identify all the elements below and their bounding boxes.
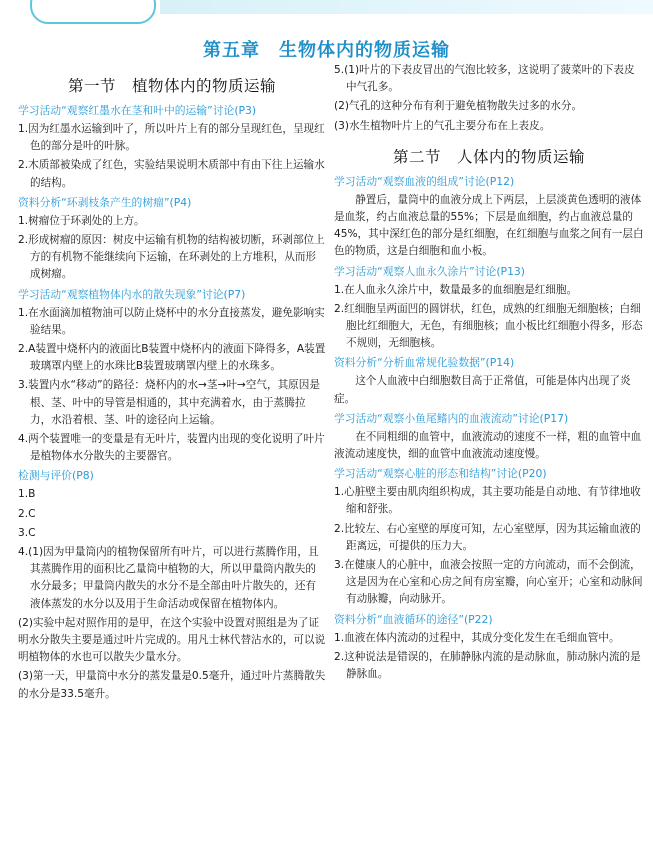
answer-item: 1.在水面滴加植物油可以防止烧杯中的水分直接蒸发，避免影响实验结果。 [18, 306, 325, 336]
activity-header: 学习活动“观察植物体内水的散失现象”讨论(P7) [18, 287, 246, 301]
section-title-1: 第一节 植物体内的物质运输 [67, 77, 276, 95]
answer-item: 4.两个装置唯一的变量是有无叶片，装置内出现的变化说明了叶片是植物体水分散失的主要器官。 [18, 433, 325, 463]
answer-item: 4.(1)因为甲量筒内的植物保留所有叶片，可以进行蒸腾作用，且其蒸腾作用的面积比乙量筒中植物的大，所以甲量筒内散失的水分最多；甲量筒内散失的水分不是全部由叶片散失的，还有液体蒸发的水分以及用于生命活动或保留在植物体内。 [18, 546, 319, 610]
answer-item: 1.因为红墨水运输到叶了，所以叶片上有的部分呈现红色，呈现红色的部分是叶的叶脉。 [18, 123, 325, 153]
answer-item: 3.C [18, 526, 36, 539]
answer-paragraph: 在不同粗细的血管中，血液流动的速度不一样，粗的血管中血液流动速度快，细的血管中血液流动速度慢。 [334, 430, 642, 461]
left-column [18, 64, 326, 705]
answer-item: 2.比较左、右心室壁的厚度可知，左心室壁厚，因为其运输血液的距离远，可提供的压力大。 [334, 522, 641, 552]
answer-item: 1.树瘤位于环剥处的上方。 [18, 214, 145, 227]
right-column [334, 62, 644, 685]
analysis-header: 资料分析“血液循环的途径”(P22) [334, 612, 493, 626]
header-tab-shape [30, 0, 156, 24]
answer-item: 5.(1)叶片的下表皮冒出的气泡比较多，这说明了菠菜叶的下表皮中气孔多。 [334, 64, 635, 94]
answer-item: 2.这种说法是错误的，在肺静脉内流的是动脉血，肺动脉内流的是静脉血。 [334, 650, 641, 681]
answer-item: 2.C [18, 507, 36, 520]
answer-item: 3.在健康人的心脏中，血液会按照一定的方向流动，而不会倒流，这是因为在心室和心房之间有房室瓣，向心室开；心室和动脉间有动脉瓣，向动脉开。 [334, 559, 643, 606]
answer-item: 2.A装置中烧杯内的液面比B装置中烧杯内的液面下降得多，A装置玻璃罩内壁上的水珠比B装置玻璃罩内壁上的水珠多。 [18, 343, 326, 373]
answer-subitem: (2)气孔的这种分布有利于避免植物散失过多的水分。 [334, 100, 583, 113]
answer-item: 1.心脏壁主要由肌肉组织构成，其主要功能是自动地、有节律地收缩和舒张。 [334, 486, 641, 516]
answer-subitem: (2)实验中起对照作用的是甲，在这个实验中设置对照组是为了证明水分散失主要是通过叶片完成的。用凡士林代替沾水的，可以说明植物体的水也可以散失少量水分。 [18, 616, 326, 664]
answer-item: 2.形成树瘤的原因：树皮中运输有机物的结构被切断，环剥部位上方的有机物不能继续向下运输，在环剥处的上方堆积，从而形成树瘤。 [18, 234, 325, 281]
answer-paragraph: 静置后，量筒中的血液分成上下两层，上层淡黄色透明的液体是血浆，约占血液总量的55%；下层是血细胞，约占血液总量的45%，其中深红色的部分是红细胞，在红细胞与血浆之间有一层白色的物质，这是白细胞和血小板。 [334, 193, 644, 258]
answer-item: 1.B [18, 488, 36, 501]
analysis-header: 资料分析“分析血常规化验数据”(P14) [334, 356, 515, 370]
activity-header: 学习活动“观察小鱼尾鳍内的血液流动”讨论(P17) [334, 411, 569, 425]
answer-item: 1.血液在体内流动的过程中，其成分变化发生在毛细血管中。 [334, 631, 620, 644]
answer-item: 1.在人血永久涂片中，数量最多的血细胞是红细胞。 [334, 283, 578, 296]
answer-item: 2.红细胞呈两面凹的圆饼状，红色，成熟的红细胞无细胞核；白细胞比红细胞大，无色，有细胞核；血小板比红细胞小得多，形态不规则，无细胞核。 [334, 302, 643, 350]
top-banner [0, 0, 653, 22]
chapter-title: 第五章 生物体内的物质运输 [203, 40, 450, 61]
answer-item: 2.木质部被染成了红色，实验结果说明木质部中有由下往上运输水的结构。 [18, 159, 325, 189]
section-title-2: 第二节 人体内的物质运输 [392, 147, 585, 166]
answer-subitem: (3)水生植物叶片上的气孔主要分布在上表皮。 [334, 119, 551, 132]
header-strip [160, 0, 653, 14]
activity-header: 学习活动“观察心脏的形态和结构”讨论(P20) [334, 467, 547, 481]
evaluation-header: 检测与评价(P8) [18, 469, 94, 483]
activity-header: 学习活动“观察红墨水在茎和叶中的运输”讨论(P3) [18, 104, 257, 117]
answer-paragraph: 这个人血液中白细胞数目高于正常值，可能是体内出现了炎症。 [334, 375, 631, 405]
answer-item: 3.装置内水“移动”的路径：烧杯内的水→茎→叶→空气，其原因是根、茎、叶中的导管是相通的，其中充满着水，由于蒸腾拉力，水沿着根、茎、叶的途径向上运输。 [18, 379, 320, 426]
analysis-header: 资料分析“环剥枝条产生的树瘤”(P4) [18, 195, 192, 209]
activity-header: 学习活动“观察人血永久涂片”讨论(P13) [334, 264, 526, 278]
answer-subitem: (3)第一天，甲量筒中水分的蒸发量是0.5毫升，通过叶片蒸腾散失的水分是33.5毫升。 [18, 670, 326, 700]
activity-header: 学习活动“观察血液的组成”讨论(P12) [334, 174, 515, 188]
